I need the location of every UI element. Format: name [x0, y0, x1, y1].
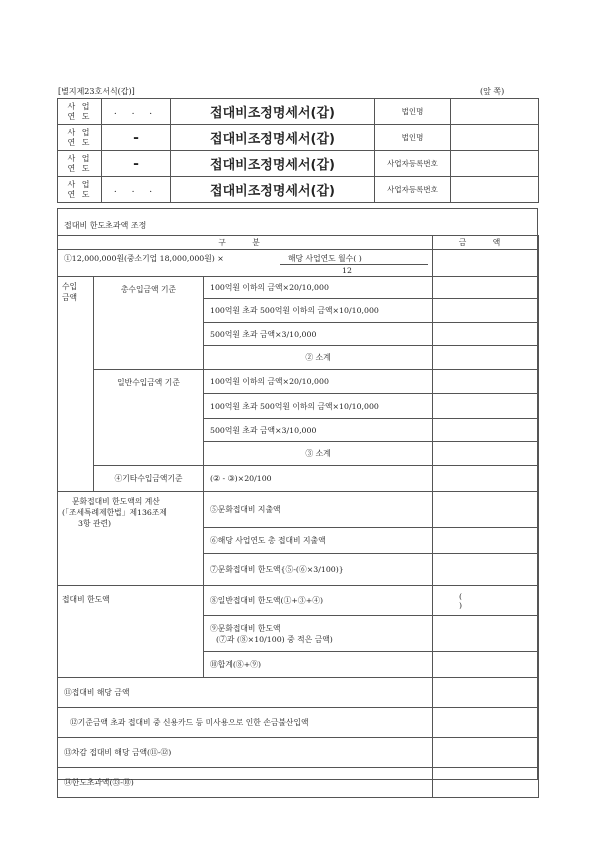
title-row — [58, 151, 539, 177]
business-reg-field[interactable] — [451, 177, 539, 203]
tier3-row: 500억원 초과 금액×3/10,000 — [204, 323, 433, 346]
business-reg-field[interactable] — [451, 151, 539, 177]
corp-name-field[interactable] — [451, 99, 539, 125]
culture-limit-label: 문화접대비 한도액의 계산 (「조세특례제한법」제136조제 3항 관련) — [58, 492, 204, 586]
category-header: 구 분 — [58, 236, 433, 250]
amount-cell[interactable] — [433, 652, 539, 678]
net-amount-row: ⑬차감 접대비 해당 금액(⑪-⑫) — [58, 738, 433, 768]
excess-amount-row: ⑭한도초과액(⑬-⑩) — [58, 768, 433, 798]
amount-cell[interactable] — [433, 419, 539, 442]
business-period: . . . — [102, 177, 171, 203]
business-year-label: 사 업 연 도 — [58, 125, 102, 151]
months-denominator: 12 — [342, 266, 352, 275]
culture-limit-final-row: ⑨문화접대비 한도액 (⑦과 (⑧×10/100) 중 적은 금액) — [204, 616, 433, 652]
limit-label: 접대비 한도액 — [58, 586, 204, 678]
amount-cell[interactable] — [433, 708, 539, 738]
base-limit-row — [58, 250, 433, 277]
amount-cell[interactable] — [433, 738, 539, 768]
form-title: 접대비조정명세서(갑) — [171, 177, 375, 203]
title-row — [58, 99, 539, 125]
title-row — [58, 125, 539, 151]
title-table — [57, 98, 539, 203]
amount-cell[interactable] — [433, 528, 539, 554]
tier3-row: 500억원 초과 금액×3/10,000 — [204, 419, 433, 442]
income-label: 수입 금액 — [58, 277, 94, 492]
amount-cell[interactable] — [433, 678, 539, 708]
form-title: 접대비조정명세서(갑) — [171, 151, 375, 177]
tier2-row: 100억원 초과 500억원 이하의 금액×10/10,000 — [204, 299, 433, 323]
fraction-line — [280, 264, 428, 265]
entertainment-amount-row: ⑪접대비 해당 금액 — [58, 678, 433, 708]
amount-cell[interactable] — [433, 616, 539, 652]
page-side-label: (앞 쪽) — [480, 87, 505, 96]
subtotal-2: ② 소계 — [204, 346, 433, 370]
amount-cell[interactable] — [433, 442, 539, 466]
business-reg-label: 사업자등록번호 — [375, 151, 451, 177]
other-income-basis-label: ④기타수입금액기준 — [94, 466, 204, 492]
non-deductible-row: ⑫기준금액 초과 접대비 중 신용카드 등 미사용으로 인한 손금불산입액 — [58, 708, 433, 738]
total-expense-row: ⑥해당 사업연도 총 접대비 지출액 — [204, 528, 433, 554]
section-title: 접대비 한도초과액 조정 — [64, 221, 147, 230]
total-income-basis-label: 총수입금액 기준 — [94, 277, 204, 370]
general-limit-row: ⑧일반접대비 한도액(①+③+④) — [204, 586, 433, 616]
business-period: - — [102, 125, 171, 151]
form-number: [별지제23호서식(갑)] — [58, 87, 135, 96]
business-period: . . . — [102, 99, 171, 125]
amount-cell[interactable] — [433, 394, 539, 419]
amount-cell[interactable] — [433, 323, 539, 346]
culture-expense-row: ⑤문화접대비 지출액 — [204, 492, 433, 528]
amount-header: 금 액 — [433, 236, 539, 250]
form-title: 접대비조정명세서(갑) — [171, 125, 375, 151]
business-year-label: 사 업 연 도 — [58, 151, 102, 177]
business-year-label: 사 업 연 도 — [58, 99, 102, 125]
business-period: - — [102, 151, 171, 177]
amount-cell[interactable] — [433, 250, 539, 277]
months-numerator: 해당 사업연도 월수( ) — [288, 254, 362, 263]
base-limit-text: ①12,000,000원(중소기업 18,000,000원) × — [64, 254, 224, 263]
business-year-label: 사 업 연 도 — [58, 177, 102, 203]
amount-cell[interactable] — [433, 768, 539, 798]
tier1-row: 100억원 이하의 금액×20/10,000 — [204, 370, 433, 394]
corp-name-label: 법인명 — [375, 99, 451, 125]
culture-limit-row: ⑦문화접대비 한도액{⑤-(⑥×3/100)} — [204, 554, 433, 586]
tier1-row: 100억원 이하의 금액×20/10,000 — [204, 277, 433, 299]
corp-name-label: 법인명 — [375, 125, 451, 151]
corp-name-field[interactable] — [451, 125, 539, 151]
general-limit-amount[interactable]: ( ) — [433, 586, 539, 616]
amount-cell[interactable] — [433, 492, 539, 528]
form-title: 접대비조정명세서(갑) — [171, 99, 375, 125]
amount-cell[interactable] — [433, 554, 539, 586]
other-income-formula: (② - ③)×20/100 — [204, 466, 433, 492]
limit-total-row: ⑩합계(⑧+⑨) — [204, 652, 433, 678]
tier2-row: 100억원 초과 500억원 이하의 금액×10/10,000 — [204, 394, 433, 419]
amount-cell[interactable] — [433, 370, 539, 394]
general-income-basis-label: 일반수입금액 기준 — [94, 370, 204, 466]
subtotal-3: ③ 소계 — [204, 442, 433, 466]
adjustment-table — [57, 235, 539, 798]
amount-cell[interactable] — [433, 346, 539, 370]
amount-cell[interactable] — [433, 299, 539, 323]
title-row — [58, 177, 539, 203]
amount-cell[interactable] — [433, 277, 539, 299]
amount-cell[interactable] — [433, 466, 539, 492]
business-reg-label: 사업자등록번호 — [375, 177, 451, 203]
